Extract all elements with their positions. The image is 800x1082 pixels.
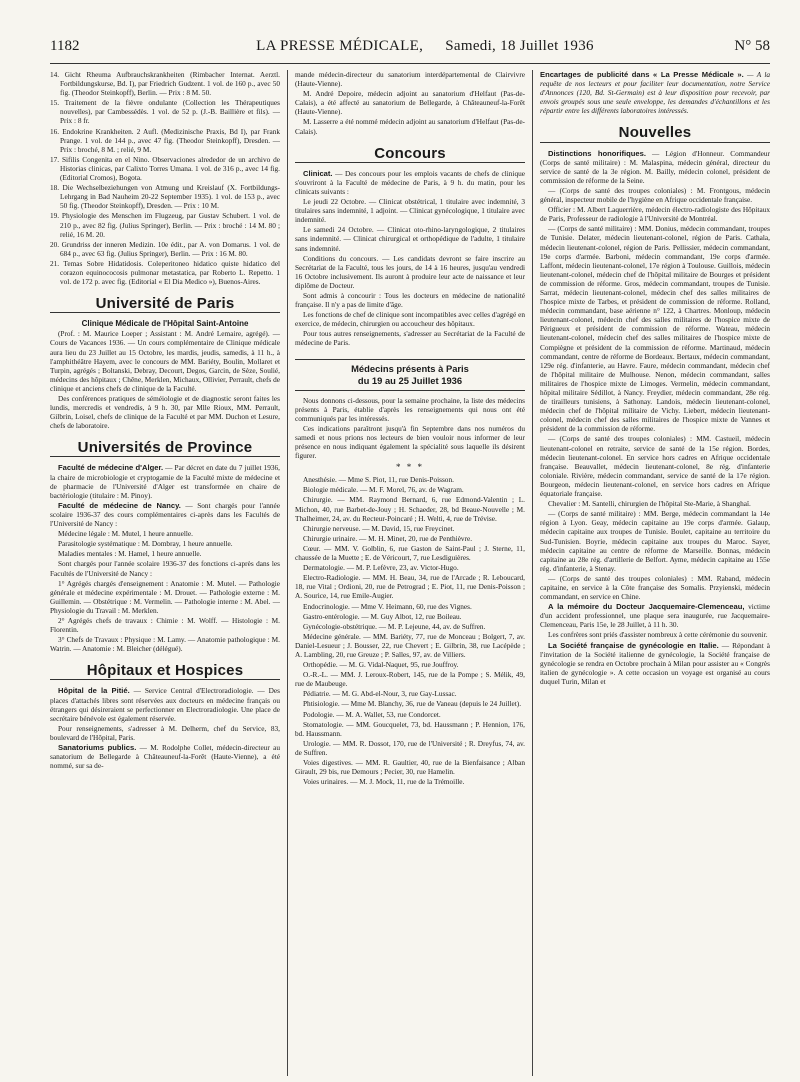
sanatoriums-p2: M. André Depoire, médecin adjoint au sanatorium d'Helfaut (Pas-de-Calais), a été affecté au sanatorium de Bellegarde, à Châteauneuf-la-Forêt (Haute-Vienne). xyxy=(295,89,525,117)
issue-date: Samedi, 18 Juillet 1936 xyxy=(445,38,594,54)
clinique-text-2: Des conférences pratiques de séméiologie et de diagnostic seront faites les lundis, mercredis et vendredis, à 9 h. 30, par Mlle Rioux, MM. Perrault, Gilbrin, Loisel, chefs de clinique de la Faculté et par MM. Duchon et Lesure, chefs de laboratoire. xyxy=(50,394,280,431)
specialty-entry: Voies digestives. — MM. R. Gaultier, 40, rue de la Bienfaisance ; Alban Girault, 29 bis, rue Demours ; Pecier, 30, rue Hamelin. xyxy=(295,758,525,777)
specialty-entry: Stomatologie. — MM. Goucquelet, 73, bd. Haussmann ; P. Hennion, 176, bd. Haussmann. xyxy=(295,719,525,738)
distinctions-p7: — (Corps de santé militaire) : MM. Berge, médecin commandant la 14e région à Lyon. Geay, médecin capitaine au 19e corps d'armée. Galaup, médecin capitaine aux troupes de Tunisie. Boulet, capitaine au territoire du Sud-Tunisien. Boyrie, médecin capitaine aux troupes du Maroc. Sayer, médecin capitaine au centre de réforme de Marseille. Bonnas, médecin capitaine au 28e rég. d'artillerie de Belfort. Ayme, médecin capitaine au 155e rég. d'infanterie, à Stenay. xyxy=(540,509,770,573)
nancy-heading: Faculté de médecine de Nancy. xyxy=(58,500,181,510)
separator-stars: * * * xyxy=(396,462,424,473)
header-rule xyxy=(50,63,770,64)
section-title-universite-paris: Université de Paris xyxy=(50,299,280,313)
distinctions-p2: — (Corps de santé des troupes coloniales) : M. Frontgous, médecin général, inspecteur mobile de l'hygiène en Afrique occidentale française. xyxy=(540,185,770,205)
section-title-nouvelles: Nouvelles xyxy=(540,128,770,142)
section-title-concours: Concours xyxy=(295,149,525,163)
specialty-entry: Podologie. — M. A. Wallet, 53, rue Condorcet. xyxy=(303,709,441,719)
nancy-text: — Sont chargés pour l'année scolaire 1936-37 des cours complémentaires ci-après dans les Facultés de l'Université de Nancy : xyxy=(50,500,280,529)
specialty-entry: Cœur. — MM. V. Golblin, 6, rue Gaston de Saint-Paul ; J. Sterne, 11, chaussée de la Muette ; E. de Véricourt, 7, rue Lesdiguières. xyxy=(295,543,525,563)
clinicat-p7: Pour tous autres renseignements, s'adresser au Secrétariat de la Faculté de médecine de Paris. xyxy=(295,329,525,348)
book-entry: 18. Die Wechselbeziehungen von Atmung und Kreislauf (X. Fortbildungs-Lehrgang in Bad Nauheim 20-22 September 1935). 1 vol. de 153 p., avec 50 fig. (Theodor Steinkopff), Dresden. — Prix : 10 M. xyxy=(50,183,280,211)
encartages-heading: Encartages de publicité dans « La Presse Médicale ». xyxy=(540,70,744,79)
columns xyxy=(50,70,770,1076)
clinicat-p5: Sont admis à concourir : Tous les docteurs en médecine de nationalité française. Il n'y a pas de limite d'âge. xyxy=(295,290,525,310)
clinicat-text: — Des concours pour les emplois vacants de chefs de clinique s'ouvriront à la Faculté de médecine de Paris, à 9 h. du matin, pour les clinicats suivants : xyxy=(295,168,525,196)
encartages-text: — A la requête de nos lecteurs et pour faciliter leur documentation, notre Service d'Annonces (120, Bd. St-Germain) est à leur disposition pour recevoir, par envois groupés sous une seule enveloppe, les demandes d'échantillons et les répartir entre les différents laboratoires intéressés. xyxy=(540,70,770,116)
nancy-item: Maladies mentales : M. Hamel, 1 heure annuelle. xyxy=(58,549,202,559)
specialty-entry: Dermatologie. — M. P. Lefèvre, 23, av. Victor-Hugo. xyxy=(303,563,459,573)
clinicat-p4: Conditions du concours. — Les candidats devront se faire inscrire au Secrétariat de la Faculté, tous les jours, de 14 à 16 heures, jusqu'au vendredi 16 Octobre inclusivement. Ils auront à produire leur acte de naissance et leur diplôme de Docteur. xyxy=(295,253,525,290)
clinicat-p6: Les fonctions de chef de clinique sont incompatibles avec celles d'agrégé en exercice, de médecin, chirurgien ou accoucheur des hôpitaux. xyxy=(295,310,525,329)
pitie-text: — Service Central d'Electroradiologie. — Des places d'attachés libres sont réservées aux docteurs en médecine français ou étrangers qui désireraient se perfectionner en Electroradiologie. Une place de secrétaire bénévole est également réservée. xyxy=(50,686,280,723)
journal-name: LA PRESSE MÉDICALE, xyxy=(256,38,424,54)
specialty-entry: O.-R.-L. — MM. J. Leroux-Robert, 145, rue de la Pompe ; S. Mélik, 49, rue de Maubeuge. xyxy=(295,670,525,689)
book-entry: 17. Sifilis Congenita en el Nino. Observaciones alrededor de un archivo de Historias clinicas, par Calixto Torres Umana. 1 vol. de 316 p., avec 14 fig. (Editorial Cromos), Bogota. xyxy=(50,154,280,183)
medecins-title-line-1: Médecins présents à Paris xyxy=(351,362,469,374)
distinctions-p3: Officier : M. Albert Laquerrière, médecin électro-radiologiste des Hôpitaux de Paris, Professeur de radiologie à l'Université de Montréal. xyxy=(540,205,770,224)
sanatoriums-p3: M. Lasserre a été nommé médecin adjoint au sanatorium d'Helfaut (Pas-de-Calais). xyxy=(295,117,525,136)
specialty-entry: Pédiatrie. — M. G. Abd-el-Nour, 3, rue Gay-Lussac. xyxy=(303,689,457,699)
specialty-entry: Gastro-entérologie. — M. Guy Albot, 12, rue Boileau. xyxy=(303,611,462,621)
column-2 xyxy=(287,70,525,1076)
medecins-intro-2: Ces indications paraîtront jusqu'à fin Septembre dans nos numéros du samedi et nous prions nos lecteurs de bien vouloir nous informer de leur présence en nous indiquant également la spécialité sous laquelle ils désirent figurer. xyxy=(295,423,525,461)
specialty-entry: Urologie. — MM. R. Dossot, 170, rue de l'Université ; R. Dreyfus, 74, av. de Suffren. xyxy=(295,738,525,757)
distinctions-p6: Chevalier : M. Santelli, chirurgien de l'hôpital Ste-Marie, à Shanghaï. xyxy=(548,499,751,509)
sanatoriums-continued: mande médecin-directeur du sanatorium interdépartemental de Clairvivre (Haute-Vienne). xyxy=(295,70,525,89)
book-entry: 21. Temas Sobre Hidatidosis. Coleperitoneo hidatico quiste hidatico del corazon equinococosis pulmonar metastatica, par Roberto L. Repetto. 1 vol. de 172 p. avec fig. (Editorial « El Dia Medico »), Buenos-Aires. xyxy=(50,258,280,287)
nancy-item: 1° Agrégés chargés d'enseignement : Anatomie : M. Mutel. — Pathologie générale et médecine expérimentale : M. Drouet. — Pathologie externe : M. Guillemin. — Obstétrique : M. Vermelin. — Pathologie interne : M. Abel. — Physiologie du Travail : M. Merklen. xyxy=(50,578,280,615)
distinctions-heading: Distinctions honorifiques. xyxy=(548,148,646,158)
memoire-text: victime d'un accident professionnel, une plaque sera inaugurée, rue Jacquemaire-Clemenceau, Paris 15e, le 28 Juillet, à 11 h. 30. xyxy=(540,602,770,630)
distinctions-text: — Légion d'Honneur. Commandeur (Corps de santé militaire) : M. Malaspina, médecin général, directeur du service de santé de la 3e région. M. Bailly, médecin colonel, président de commission de réforme de la Seine. xyxy=(540,148,770,185)
page-header xyxy=(50,38,770,60)
clinicat-p3: Le samedi 24 Octobre. — Clinicat oto-rhino-laryngologique, 2 titulaires sans indemnité. — Clinicat chirurgical et orthopédique de l'adulte, 1 titulaire sans indemnité. xyxy=(295,225,525,253)
journal-title-line xyxy=(140,38,710,55)
book-list xyxy=(50,70,280,286)
clinique-text: (Prof. : M. Maurice Loeper ; Assistant : M. André Lemaire, agrégé). — Cours de Vacances 1936. — Un cours complémentaire de Clinique médicale aura lieu du 23 Juillet au 15 Octobre, les mardis, jeudis, samedis, à 11 h., à l'amphithéâtre Hayem, avec le concours de MM. Bariéty, Boulin, Mollaret et Turpin, agrégés ; Boltanski, Debray, Decourt, Degos, Garcin, de Sèze, Soulié, médecins des hôpitaux ; Chêne, Merklen, Michaux, Ollivier, Perrault, chefs de clinique et anciens chefs de clinique de la Faculté. xyxy=(50,329,280,393)
alger-text: — Par décret en date du 7 juillet 1936, la chaire de microbiologie et cryptogamie de la Faculté mixte de médecine et de pharmacie de l'Université d'Alger est transformée en chaire de bactériologie (titulaire : M. Pinoy). xyxy=(50,463,280,500)
book-entry: 20. Grundriss der inneren Medizin. 10e édit., par A. von Domarus. 1 vol. de 684 p., avec 63 fig. (Julius Springer), Berlin. — Prix : 16 M. 80. xyxy=(50,239,280,258)
specialty-entry: Gynécologie-obstétrique. — M. P. Lejeune, 44, av. de Suffren. xyxy=(303,621,486,631)
section-title-universites-province: Universités de Province xyxy=(50,443,280,457)
medecins-title-line-2: du 19 au 25 Juillet 1936 xyxy=(357,374,463,386)
specialty-entry: Biologie médicale. — M. F. Morel, 76, av. de Wagram. xyxy=(303,485,464,495)
pitie-text-2: Pour renseignements, s'adresser à M. Delherm, chef du Service, 83, boulevard de l'Hôpital, Paris. xyxy=(50,723,280,742)
sanatoriums-text: — M. Rodolphe Collet, médecin-directeur au sanatorium de Bellegarde à Châteauneuf-la-Forêt (Haute-Vienne), a été nommé, sur sa de- xyxy=(50,743,280,771)
distinctions-p4: — (Corps de santé militaire) : MM. Donius, médecin commandant, troupes de Tunisie. Delater, médecin lieutenant-colonel, région de Paris. Cathala, médecin lieutenant-colonel, région de Paris. Pellissier, médecin commandant, 19e corps d'armée. Barboni, médecin commandant, 19e corps d'armée. Laffont, médecin lieutenant-colonel, 17e région à Toulouse. Guillois, médecin lieutenant-colonel, médecin chef de l'hôpital militaire de Bourges et président de commission de réforme. Gros, médecin commandant, troupes de Tunisie. Sarrat, médecin lieutenant-colonel, médecin chef des salles militaires de l'hospice mixte de Tarbes, et président de commission de réforme. Rolland, médecin commandant, base aérienne n° 122, à Chartres. Monloup, médecin lieutenant-colonel, médecin chef des salles militaires de l'hospice mixte de Périgueux et président de commission de réforme. Wateau, médecin lieutenant-colonel, médecin chef des salles militaires de l'hospice mixte de Compiègne et président de la commission de réforme. Martinaud, médecin commandant, centre de réforme de Bordeaux. Bertaux, médecin commandant, 129e rég. d'infanterie, au Havre. Faure, médecin commandant, médecin chef de l'hôpital militaire de Mulhouse. Nenon, médecin commandant, salles militaires de l'hospice mixte de Limoges. Vermelin, médecin commandant, hôpital militaire Sédillot, à Nancy. Freydier, médecin commandant, 28e rég. de tirailleurs tunisiens, à Sathonay. Landois, médecin lieutenant-colonel, médecin chef de l'hôpital militaire de Vichy. Liebert, médecin lieutenant-colonel, médecin chef des salles militaires de l'hospice mixte de Vannes et président de la commission de réforme. xyxy=(540,224,770,434)
specialty-entry: Orthopédie. — M. G. Vidal-Naquet, 95, rue Jouffroy. xyxy=(303,660,459,670)
book-entry: 19. Physiologie des Menschen im Flugzeug, par Gustav Schubert. 1 vol. de 210 p., avec 82 fig. (Julius Springer), Berlin. — Prix : broché : 14 M. 80 ; relié, 16 M. 20. xyxy=(50,211,280,239)
memoire-heading: A la mémoire du Docteur Jacquemaire-Clemenceau, xyxy=(548,602,745,612)
pitie-heading: Hôpital de la Pitié. xyxy=(58,686,130,696)
nancy-item: Médecine légale : M. Mutel, 1 heure annuelle. xyxy=(58,529,193,539)
specialty-entry: Chirurgie. — MM. Raymond Bernard, 6, rue Edmond-Valentin ; L. Michon, 40, rue Barbet-de-Jouy ; H. Schaeder, 28, bd Beaue-Nouvelle ; M. Thalheimer, 24, av. du Recteur-Poincaré ; H. Welti, 4, rue de Trévise. xyxy=(295,495,525,523)
distinctions-p8: — (Corps de santé des troupes coloniales) : MM. Raband, médecin capitaine, en service à la Côte française des Somalis. Przyienski, médecin commandant, en service en Chine. xyxy=(540,573,770,602)
nancy-item: 3° Chefs de Travaux : Physique : M. Lamy. — Anatomie pathologique : M. Watrin. — Anatomie : M. Bleicher (délégué). xyxy=(50,635,280,654)
clinicat-heading: Clinicat. xyxy=(303,168,333,178)
specialty-entry: Médecine générale. — MM. Bariéty, 77, rue de Monceau ; Bolgert, 7, av. Daniel-Lesueur ; J. Bousser, 22, rue Chevert ; E. Gilbrin, 38, rue Lacépède ; A. Lambling, 20, rue Greuze ; P. Salles, 97, av. de Villiers. xyxy=(295,631,525,659)
specialty-entry: Anesthésie. — Mme S. Piot, 11, rue Denis-Poisson. xyxy=(303,475,454,485)
specialty-entry: Endocrinologie. — Mme V. Heimann, 60, rue des Vignes. xyxy=(303,601,472,611)
societe-heading: La Société française de gynécologie en Italie. xyxy=(548,640,719,650)
book-entry: 14. Gicht Rheuma Aufbrauchskrankheiten (Rimbacher Internat. Aerztl. Fortbildungskurse, Bd. I), par Friedrich Gudzent. 1 vol. de 160 p., avec 50 fig. (Theodor Steinkopff), Berlin. — Prix : 8 M. 50. xyxy=(50,70,280,98)
book-entry: 16. Endokrine Krankheiten. 2 Aufl. (Medizinische Praxis, Bd I), par Frank Prange. 1 vol. de 144 p., avec 47 fig. (Theodor Steinkopff), Dresden. — Prix : broché, 8 M. ; relié, 9 M. xyxy=(50,126,280,154)
specialty-entry: Phtisiologie. — Mme M. Blanchy, 36, rue de Vaneau (depuis le 24 Juillet). xyxy=(303,699,522,709)
sanatoriums-heading: Sanatoriums publics. xyxy=(58,743,137,752)
column-1 xyxy=(50,70,280,1076)
alger-heading: Faculté de médecine d'Alger. xyxy=(58,463,164,473)
nancy-item: 2° Agrégés chefs de travaux : Chimie : M. Wolff. — Histologie : M. Florentin. xyxy=(50,615,280,635)
column-3 xyxy=(532,70,770,1076)
distinctions-p5: — (Corps de santé des troupes coloniales) : MM. Castueil, médecin lieutenant-colonel en retraite, service de santé de la 15e région. Bordes, médecin lieutenant-colonel. En service hors cadres en Afrique occidentale française. Beauvallet, médecin lieutenant-colonel, 8e rég. d'infanterie coloniale. Rivière, médecin commandant, service de santé de la 17e région. Bourgeon, médecin lieutenant-colonel, en service hors cadres en Afrique équatoriale française. xyxy=(540,434,770,499)
specialty-entry: Electro-Radiologie. — MM. H. Beau, 34, rue de l'Arcade ; R. Leboucard, 18, rue Vital ; Ordioni, 20, rue de Petrograd ; E. Piot, 11, rue Denis-Poisson ; A. Sourice, 14, rue Emile-Augier. xyxy=(295,573,525,601)
societe-text: — Répondant à l'invitation de la Société italienne de gynécologie, la Société française de gynécologie se rendra en Octobre prochain à Milan pour assister au « Congrès italien de gynécologie ». A cette occasion un voyage est organisé au cours duquel Turin, Milan et xyxy=(540,640,770,686)
nancy-item: Sont chargés pour l'année scolaire 1936-37 des fonctions ci-après dans les Facultés de l'Université de Nancy : xyxy=(50,559,280,578)
issue-number: N° 58 xyxy=(734,38,770,54)
book-entry: 15. Traitement de la fièvre ondulante (Collection les Thérapeutiques nouvelles), par Cambessédès. 1 vol. de 52 p. (J.-B. Baillière et fils). — Prix : 8 fr. xyxy=(50,98,280,126)
specialty-entry: Chirurgie urinaire. — M. H. Minet, 20, rue de Penthièvre. xyxy=(303,533,473,543)
section-title-hopitaux: Hôpitaux et Hospices xyxy=(50,666,280,680)
nancy-item: Parasitologie systématique : M. Dombray, 1 heure annuelle. xyxy=(58,539,233,549)
medecins-intro: Nous donnons ci-dessous, pour la semaine prochaine, la liste des médecins présents à Paris, établie d'après les renseignements qui nous ont été communiqués par les intéressés. xyxy=(295,395,525,423)
specialty-entry: Chirurgie nerveuse. — M. David, 15, rue Freycinet. xyxy=(303,523,455,533)
clinicat-p2: Le jeudi 22 Octobre. — Clinicat obstétrical, 1 titulaire avec indemnité, 3 titulaires sans indemnité, 1 adjoint. — Clinicat gynécologique, 1 titulaire avec indemnité. xyxy=(295,197,525,225)
memoire-p2: Les confrères sont priés d'assister nombreux à cette cérémonie du souvenir. xyxy=(548,630,768,640)
page-number: 1182 xyxy=(50,38,80,54)
clinique-heading: Clinique Médicale de l'Hôpital Saint-Antoine xyxy=(81,319,249,329)
specialty-entry: Voies urinaires. — M. J. Mock, 11, rue de la Trémoille. xyxy=(303,777,465,787)
medecins-presents-title xyxy=(295,359,525,391)
